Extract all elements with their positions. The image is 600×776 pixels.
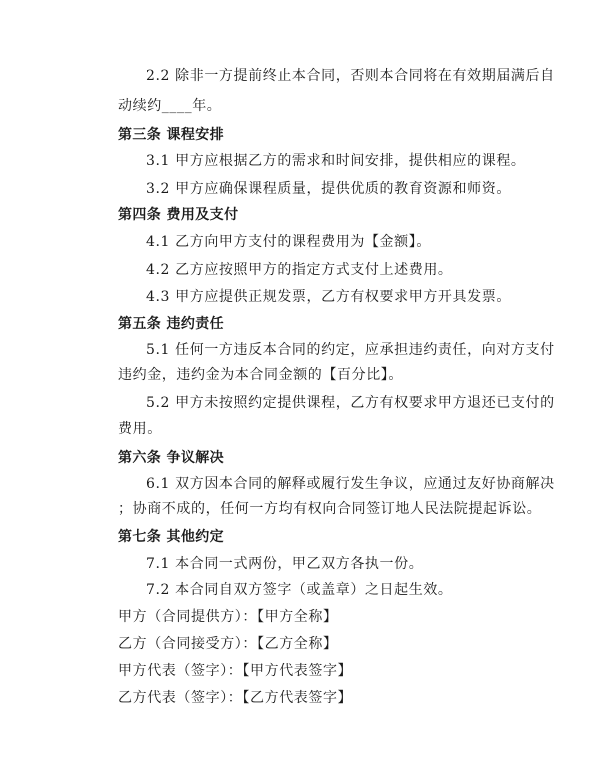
party-a-rep-signature: 甲方代表（签字）：【甲方代表签字】 [118,663,353,679]
clause-5-2-line1: 5.2 甲方未按照约定提供课程，乙方有权要求甲方退还已支付的 [146,395,555,411]
clause-6-1-line1: 6.1 双方因本合同的解释或履行发生争议，应通过友好协商解决 [146,476,555,492]
party-a-signature: 甲方（合同提供方）：【甲方全称】 [118,609,338,625]
article-4-heading: 第四条 费用及支付 [118,207,239,223]
clause-3-2: 3.2 甲方应确保课程质量，提供优质的教育资源和师资。 [146,181,511,197]
clause-3-1: 3.1 甲方应根据乙方的需求和时间安排，提供相应的课程。 [146,153,526,169]
clause-4-3: 4.3 甲方应提供正规发票，乙方有权要求甲方开具发票。 [146,289,511,305]
article-6-heading: 第六条 争议解决 [118,450,225,466]
clause-5-2-line2: 费用。 [118,421,162,437]
article-3-heading: 第三条 课程安排 [118,127,225,143]
clause-5-1-line1: 5.1 任何一方违反本合同的约定，应承担违约责任，向对方支付 [146,342,555,358]
clause-5-1-line2: 违约金，违约金为本合同金额的【百分比】。 [118,367,403,383]
party-b-signature: 乙方（合同接受方）：【乙方全称】 [118,636,338,652]
article-7-heading: 第七条 其他约定 [118,529,225,545]
clause-2-2-line1: 2.2 除非一方提前终止本合同，否则本合同将在有效期届满后自 [146,68,555,84]
clause-4-1: 4.1 乙方向甲方支付的课程费用为【金额】。 [146,234,431,250]
article-5-heading: 第五条 违约责任 [118,316,225,332]
clause-7-2: 7.2 本合同自双方签字（或盖章）之日起生效。 [146,582,453,598]
party-b-rep-signature: 乙方代表（签字）：【乙方代表签字】 [118,690,353,706]
clause-4-2: 4.2 乙方应按照甲方的指定方式支付上述费用。 [146,262,453,278]
clause-6-1-line2: ；协商不成的，任何一方均有权向合同签订地人民法院提起诉讼。 [118,501,542,517]
clause-2-2-line2: 动续约____年。 [118,98,222,114]
clause-7-1: 7.1 本合同一式两份，甲乙双方各执一份。 [146,556,424,572]
